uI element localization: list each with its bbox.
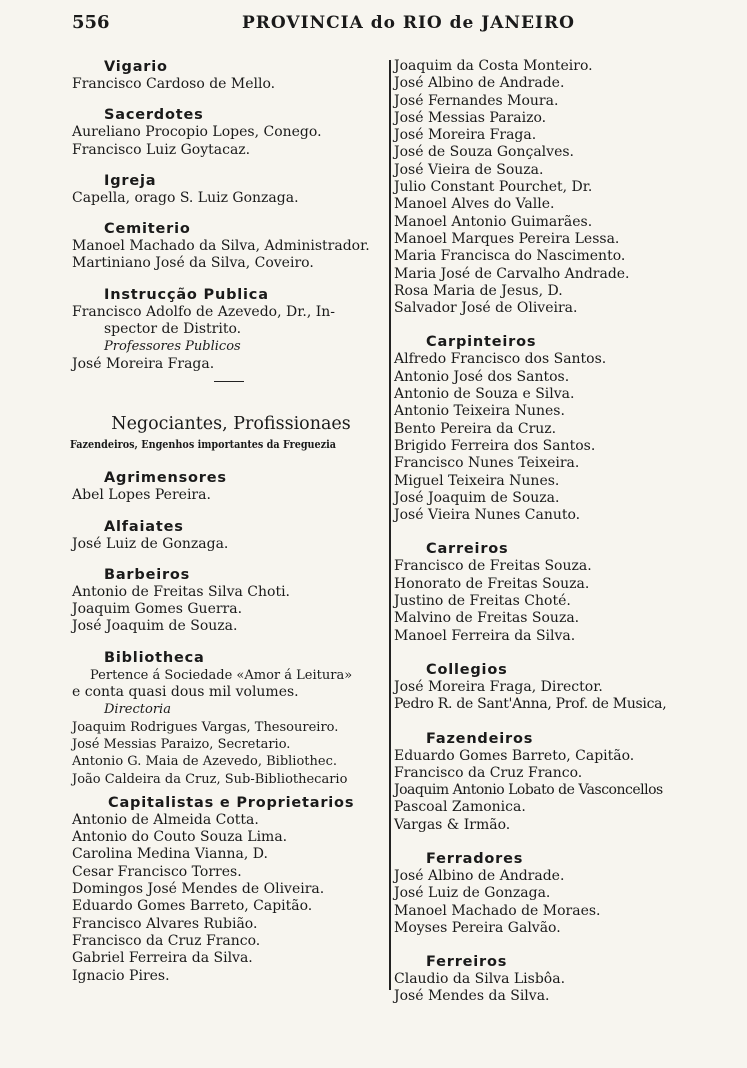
list-item: Pascoal Zamonica. xyxy=(394,799,526,816)
list-item: Martiniano José da Silva, Coveiro. xyxy=(72,255,314,272)
section-heading-vigario: Vigario xyxy=(104,59,168,75)
list-item: Antonio de Freitas Silva Choti. xyxy=(72,583,290,600)
list-item: Pertence á Sociedade «Amor á Leitura» xyxy=(90,667,353,683)
section-heading-igreja: Igreja xyxy=(104,172,157,189)
subheading-directoria: Directoria xyxy=(104,702,171,718)
list-item: Eduardo Gomes Barreto, Capitão. xyxy=(394,747,635,764)
list-item: Cesar Francisco Torres. xyxy=(72,863,242,880)
section-heading-carreiros: Carreiros xyxy=(426,541,509,558)
list-item: Maria José de Carvalho Andrade. xyxy=(394,265,630,282)
list-item: José Albino de Andrade. xyxy=(394,867,565,884)
list-item: Claudio da Silva Lisbôa. xyxy=(394,971,566,988)
list-item: Salvador José de Oliveira. xyxy=(394,300,578,317)
list-item: Brigido Ferreira dos Santos. xyxy=(394,437,596,454)
list-item: Bento Pereira da Cruz. xyxy=(394,420,557,437)
list-item: Francisco Luiz Goytacaz. xyxy=(72,141,251,158)
section-heading-capitalistas: Capitalistas e Proprietarios xyxy=(108,794,355,811)
list-item: Francisco da Cruz Franco. xyxy=(72,932,261,949)
section-heading-cemiterio: Cemiterio xyxy=(104,221,191,238)
list-item: Rosa Maria de Jesus, D. xyxy=(394,282,563,299)
list-item: spector de Distrito. xyxy=(104,321,242,338)
page-header xyxy=(72,10,712,34)
list-item: Manoel Alves do Valle. xyxy=(394,196,555,213)
list-item: Joaquim Rodrigues Vargas, Thesoureiro. xyxy=(72,719,339,735)
section-heading-fazendeiros: Fazendeiros xyxy=(426,730,534,747)
list-item: José Joaquim de Souza. xyxy=(72,618,238,635)
list-item: Aureliano Procopio Lopes, Conego. xyxy=(72,124,322,141)
list-item: José Vieira de Souza. xyxy=(394,161,544,178)
section-heading-sacerdotes: Sacerdotes xyxy=(104,107,204,124)
list-item: Manoel Machado da Silva, Administrador. xyxy=(72,238,370,255)
list-item: Abel Lopes Pereira. xyxy=(72,487,211,504)
list-item: Joaquim Gomes Guerra. xyxy=(72,601,243,618)
list-item: Vargas & Irmão. xyxy=(394,816,511,833)
list-item: Francisco Nunes Teixeira. xyxy=(394,455,580,472)
list-item: José Luiz de Gonzaga. xyxy=(72,535,229,552)
list-item: Ignacio Pires. xyxy=(72,967,170,984)
left-column xyxy=(72,58,390,985)
list-item: Miguel Teixeira Nunes. xyxy=(394,472,560,489)
list-item: Carolina Medina Vianna, D. xyxy=(72,846,268,863)
list-item: Malvino de Freitas Souza. xyxy=(394,610,580,627)
section-heading-agrimensores: Agrimensores xyxy=(104,470,227,487)
list-item: Francisco Cardoso de Mello. xyxy=(72,76,276,92)
list-item: Francisco de Freitas Souza. xyxy=(394,558,592,575)
section-heading-collegios: Collegios xyxy=(426,661,508,678)
list-item: Honorato de Freitas Souza. xyxy=(394,575,590,592)
list-item: Antonio do Couto Souza Lima. xyxy=(72,829,288,846)
section-heading-instruccao: Instrucção Publica xyxy=(104,286,269,303)
list-item: Manoel Ferreira da Silva. xyxy=(394,627,576,644)
list-item: Antonio José dos Santos. xyxy=(394,368,570,385)
page-number: 556 xyxy=(72,12,110,33)
right-column xyxy=(394,58,714,1006)
page-title: PROVINCIA do RIO de JANEIRO xyxy=(242,13,575,33)
list-item: Antonio G. Maia de Azevedo, Bibliothec. xyxy=(72,754,337,770)
list-item: Moyses Pereira Galvão. xyxy=(394,919,561,936)
list-item: Francisco da Cruz Franco. xyxy=(394,764,583,781)
section-heading-ferreiros: Ferreiros xyxy=(426,954,508,971)
list-item: Julio Constant Pourchet, Dr. xyxy=(394,179,593,196)
list-item: Pedro R. de Sant'Anna, Prof. de Musica, xyxy=(394,696,667,713)
list-item: Francisco Adolfo de Azevedo, Dr., In- xyxy=(72,303,335,320)
list-item: Manoel Machado de Moraes. xyxy=(394,902,601,919)
list-item: Gabriel Ferreira da Silva. xyxy=(72,950,253,967)
list-item: Maria Francisca do Nascimento. xyxy=(394,248,626,265)
section-heading-barbeiros: Barbeiros xyxy=(104,566,191,583)
list-item: José Mendes da Silva. xyxy=(394,988,550,1005)
list-item: José Messias Paraizo. xyxy=(394,109,547,126)
list-item: José Moreira Fraga. xyxy=(72,355,215,372)
list-item: Eduardo Gomes Barreto, Capitão. xyxy=(72,898,313,915)
list-item: Antonio de Almeida Cotta. xyxy=(72,811,259,828)
list-item: José Fernandes Moura. xyxy=(394,92,559,109)
list-item: Justino de Freitas Choté. xyxy=(394,593,571,610)
list-item: José Moreira Fraga, Director. xyxy=(394,678,603,695)
list-item: Manoel Marques Pereira Lessa. xyxy=(394,230,620,247)
list-item: Manoel Antonio Guimarães. xyxy=(394,213,593,230)
list-item: José Messias Paraizo, Secretario. xyxy=(72,736,291,752)
section-title: Negociantes, Profissionaes xyxy=(111,413,351,434)
list-item: José Vieira Nunes Canuto. xyxy=(394,507,581,524)
list-item: Antonio Teixeira Nunes. xyxy=(394,403,565,420)
list-item: José Joaquim de Souza. xyxy=(394,489,560,506)
list-item: Alfredo Francisco dos Santos. xyxy=(394,351,607,368)
list-item: João Caldeira da Cruz, Sub-Bibliothecario xyxy=(72,771,348,787)
section-heading-bibliotheca: Bibliotheca xyxy=(104,649,205,666)
list-item: José Moreira Fraga. xyxy=(394,127,537,144)
list-item: José Albino de Andrade. xyxy=(394,75,565,92)
list-item: e conta quasi dous mil volumes. xyxy=(72,684,299,701)
list-item: José Luiz de Gonzaga. xyxy=(394,885,551,902)
list-item: Joaquim Antonio Lobato de Vasconcellos xyxy=(394,782,663,799)
list-item: Antonio de Souza e Silva. xyxy=(394,386,575,403)
list-item: Francisco Alvares Rubião. xyxy=(72,915,258,932)
list-item: José de Souza Gonçalves. xyxy=(394,144,574,161)
section-heading-alfaiates: Alfaiates xyxy=(104,518,184,535)
section-heading-ferradores: Ferradores xyxy=(426,850,524,867)
list-item: Domingos José Mendes de Oliveira. xyxy=(72,881,325,898)
section-subtitle: Fazendeiros, Engenhos importantes da Freguezia xyxy=(70,436,337,451)
list-item: Joaquim da Costa Monteiro. xyxy=(394,58,593,74)
section-heading-carpinteiros: Carpinteiros xyxy=(426,334,537,351)
list-item: Capella, orago S. Luiz Gonzaga. xyxy=(72,189,299,206)
subheading-professores: Professores Publicos xyxy=(104,339,241,355)
